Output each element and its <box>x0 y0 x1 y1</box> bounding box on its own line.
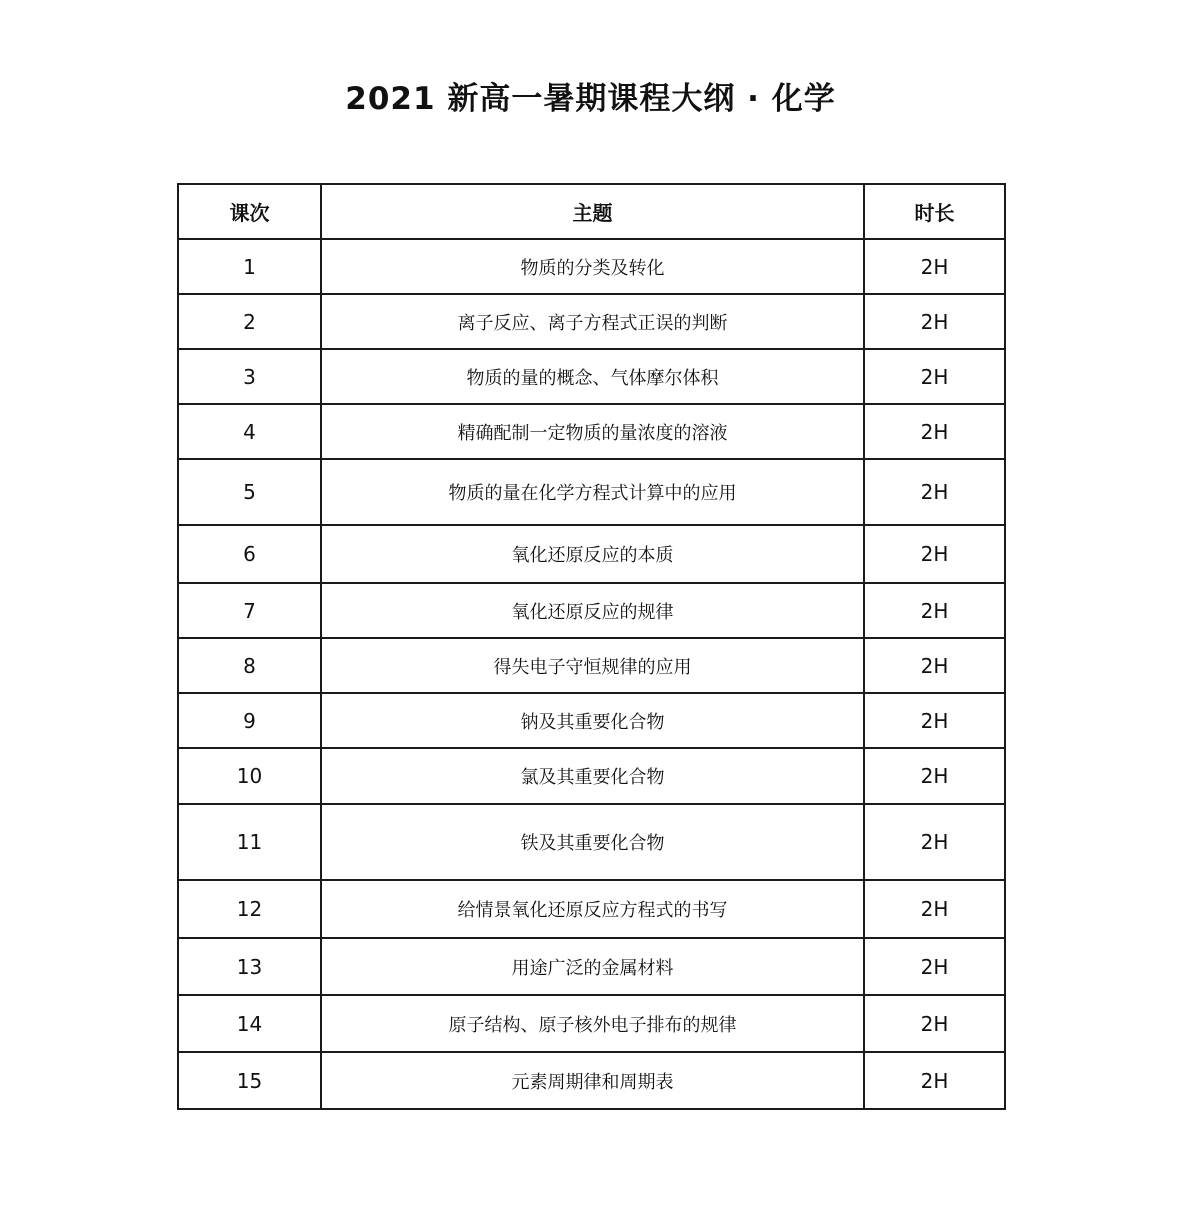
lesson-duration: 2H <box>864 880 1005 938</box>
table-row <box>178 938 1005 995</box>
table-row <box>178 693 1005 748</box>
page-title: 2021 新高一暑期课程大纲 · 化学 <box>345 81 836 117</box>
lesson-duration: 2H <box>864 294 1005 349</box>
table-row <box>178 525 1005 583</box>
lesson-number: 1 <box>178 239 321 294</box>
table-row <box>178 880 1005 938</box>
lesson-number: 13 <box>178 938 321 995</box>
table-row <box>178 995 1005 1052</box>
lesson-number: 6 <box>178 525 321 583</box>
table-header-row <box>178 184 1005 239</box>
lesson-duration: 2H <box>864 938 1005 995</box>
lesson-duration: 2H <box>864 693 1005 748</box>
lesson-number: 14 <box>178 995 321 1052</box>
lesson-number: 11 <box>178 804 321 880</box>
lesson-topic: 给情景氧化还原反应方程式的书写 <box>321 880 864 938</box>
lesson-duration: 2H <box>864 525 1005 583</box>
table-row <box>178 638 1005 693</box>
syllabus-table <box>177 183 1006 1110</box>
lesson-number: 10 <box>178 748 321 804</box>
table-row <box>178 1052 1005 1109</box>
lesson-duration: 2H <box>864 239 1005 294</box>
table-row <box>178 239 1005 294</box>
lesson-duration: 2H <box>864 459 1005 525</box>
header-lesson: 课次 <box>178 184 321 239</box>
lesson-number: 12 <box>178 880 321 938</box>
lesson-duration: 2H <box>864 638 1005 693</box>
table-row <box>178 404 1005 459</box>
lesson-duration: 2H <box>864 583 1005 638</box>
table-row <box>178 583 1005 638</box>
lesson-topic: 氯及其重要化合物 <box>321 748 864 804</box>
lesson-duration: 2H <box>864 995 1005 1052</box>
lesson-duration: 2H <box>864 748 1005 804</box>
table-row <box>178 349 1005 404</box>
lesson-topic: 元素周期律和周期表 <box>321 1052 864 1109</box>
lesson-number: 2 <box>178 294 321 349</box>
lesson-number: 7 <box>178 583 321 638</box>
lesson-topic: 物质的量在化学方程式计算中的应用 <box>321 459 864 525</box>
lesson-number: 3 <box>178 349 321 404</box>
lesson-topic: 氧化还原反应的规律 <box>321 583 864 638</box>
lesson-topic: 物质的量的概念、气体摩尔体积 <box>321 349 864 404</box>
lesson-duration: 2H <box>864 349 1005 404</box>
lesson-duration: 2H <box>864 1052 1005 1109</box>
lesson-topic: 精确配制一定物质的量浓度的溶液 <box>321 404 864 459</box>
header-topic: 主题 <box>321 184 864 239</box>
lesson-duration: 2H <box>864 404 1005 459</box>
table-row <box>178 294 1005 349</box>
lesson-topic: 原子结构、原子核外电子排布的规律 <box>321 995 864 1052</box>
lesson-number: 8 <box>178 638 321 693</box>
table-row <box>178 804 1005 880</box>
lesson-topic: 得失电子守恒规律的应用 <box>321 638 864 693</box>
lesson-topic: 物质的分类及转化 <box>321 239 864 294</box>
table-row <box>178 459 1005 525</box>
lesson-duration: 2H <box>864 804 1005 880</box>
lesson-topic: 用途广泛的金属材料 <box>321 938 864 995</box>
lesson-number: 4 <box>178 404 321 459</box>
lesson-number: 5 <box>178 459 321 525</box>
lesson-topic: 铁及其重要化合物 <box>321 804 864 880</box>
table-row <box>178 748 1005 804</box>
header-duration: 时长 <box>864 184 1005 239</box>
lesson-number: 9 <box>178 693 321 748</box>
lesson-topic: 离子反应、离子方程式正误的判断 <box>321 294 864 349</box>
lesson-topic: 钠及其重要化合物 <box>321 693 864 748</box>
lesson-topic: 氧化还原反应的本质 <box>321 525 864 583</box>
lesson-number: 15 <box>178 1052 321 1109</box>
